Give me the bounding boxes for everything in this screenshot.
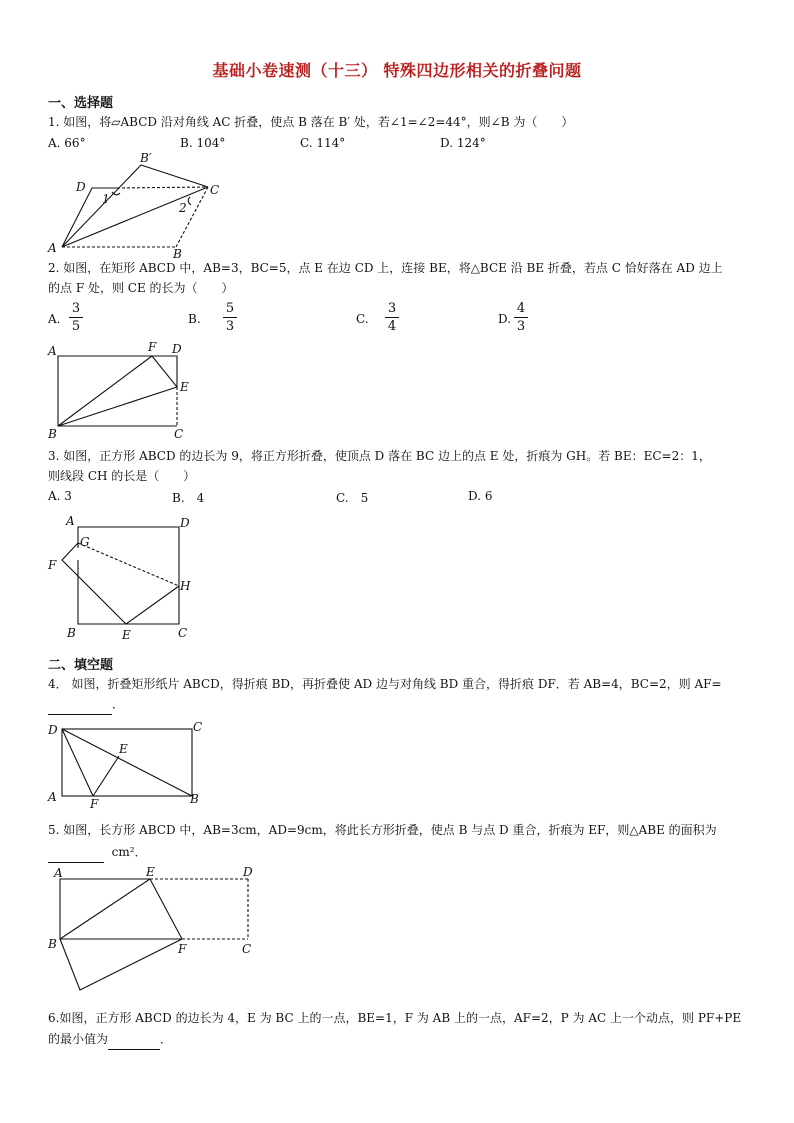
q2-label-d: D: [172, 342, 182, 356]
q2-label-b: B: [48, 427, 57, 441]
question-3-line1: 3. 如图，正方形 ABCD 的边长为 9，将正方形折叠，使顶点 D 落在 BC 边上的点 E 处，折痕为 GH。若 BE：EC=2：1，: [48, 449, 711, 463]
q5-label-e: E: [146, 865, 155, 879]
q3-label-f: F: [48, 558, 57, 572]
q3-label-e: E: [122, 628, 131, 642]
question-1-text: 1. 如图，将▱ABCD 沿对角线 AC 折叠，使点 B 落在 B′ 处，若∠1=∠2=44°，则∠B 为（ ）: [48, 115, 574, 129]
question-6-line1: 6.如图，正方形 ABCD 的边长为 4，E 为 BC 上的一点，BE=1，F 为 AB 上的一点，AF=2，P 为 AC 上一个动点，则 PF+PE: [48, 1011, 742, 1025]
q5-label-c: C: [242, 942, 252, 956]
question-5-line1: 5. 如图，长方形 ABCD 中，AB=3cm，AD=9cm，将此长方形折叠，使点 B 与点 D 重合，折痕为 EF，则△ABE 的面积为: [48, 823, 717, 837]
q2-option-a-letter: A.: [48, 312, 61, 326]
q3-label-a: A: [66, 514, 75, 528]
q6-answer-blank[interactable]: [108, 1029, 160, 1050]
q2-option-c-fraction: 3 4: [384, 300, 400, 335]
q3-label-c: C: [178, 626, 188, 640]
q1-label-d: D: [76, 180, 86, 194]
question-4-line1: 4． 如图，折叠矩形纸片 ABCD，得折痕 BD，再折叠使 AD 边与对角线 BD 重合，得折痕 DF．若 AB=4，BC=2，则 AF=: [48, 677, 722, 691]
q1-option-c: C. 114°: [300, 136, 346, 150]
q2-option-d-letter: D.: [498, 312, 512, 326]
q3-option-d: D. 6: [468, 489, 493, 503]
q2-label-c: C: [174, 427, 184, 441]
q2-option-c-letter: C.: [356, 312, 369, 326]
question-3-line2: 则线段 CH 的长是（ ）: [48, 469, 196, 483]
question-2-line2: 的点 F 处，则 CE 的长为（ ）: [48, 281, 234, 295]
q1-angle-1: 1: [102, 192, 110, 206]
section-choice-heading: 一、选择题: [48, 96, 114, 111]
q4-label-a: A: [48, 790, 57, 804]
q3-option-a: A. 3: [48, 489, 72, 503]
q2-option-a-fraction: 3 5: [68, 300, 84, 335]
q4-label-f: F: [90, 797, 99, 811]
q3-label-b: B: [67, 626, 76, 640]
q3-label-g: G: [80, 535, 90, 549]
q1-option-d: D. 124°: [440, 136, 486, 150]
q3-label-d: D: [180, 516, 190, 530]
q3-option-b: B. 4: [172, 491, 205, 505]
section-fill-heading: 二、填空题: [48, 658, 114, 673]
question-2-line1: 2. 如图，在矩形 ABCD 中，AB=3，BC=5，点 E 在边 CD 上，连接 BE，将△BCE 沿 BE 折叠，若点 C 恰好落在 AD 边上: [48, 261, 723, 275]
question-6-line2: 的最小值为 ．: [48, 1029, 172, 1050]
question-4-line2: ．: [48, 694, 124, 715]
q2-label-f: F: [148, 340, 157, 354]
q2-label-e: E: [180, 380, 189, 394]
q1-option-a: A. 66°: [48, 136, 86, 150]
q3-label-h: H: [180, 579, 191, 593]
q4-label-e: E: [119, 742, 128, 756]
q1-label-bprime: B′: [140, 151, 152, 165]
q1-label-a: A: [48, 241, 57, 255]
q2-option-d-fraction: 4 3: [513, 300, 529, 335]
q1-label-b: B: [173, 247, 182, 261]
q2-option-b-letter: B.: [188, 312, 201, 326]
q1-label-c: C: [210, 183, 220, 197]
q5-label-a: A: [54, 866, 63, 880]
q3-option-c: C. 5: [336, 491, 369, 505]
q4-label-d: D: [48, 723, 58, 737]
question-5-line2: cm²．: [48, 842, 147, 863]
q5-label-d: D: [243, 865, 253, 879]
q5-label-b: B: [48, 937, 57, 951]
q2-label-a: A: [48, 344, 57, 358]
q4-label-b: B: [190, 792, 199, 806]
q5-label-f: F: [178, 942, 187, 956]
q4-label-c: C: [193, 720, 203, 734]
q1-angle-2: 2: [179, 201, 187, 215]
q1-option-b: B. 104°: [180, 136, 226, 150]
page-title: 基础小卷速测（十三） 特殊四边形相关的折叠问题: [212, 61, 582, 80]
q2-option-b-fraction: 5 3: [222, 300, 238, 335]
